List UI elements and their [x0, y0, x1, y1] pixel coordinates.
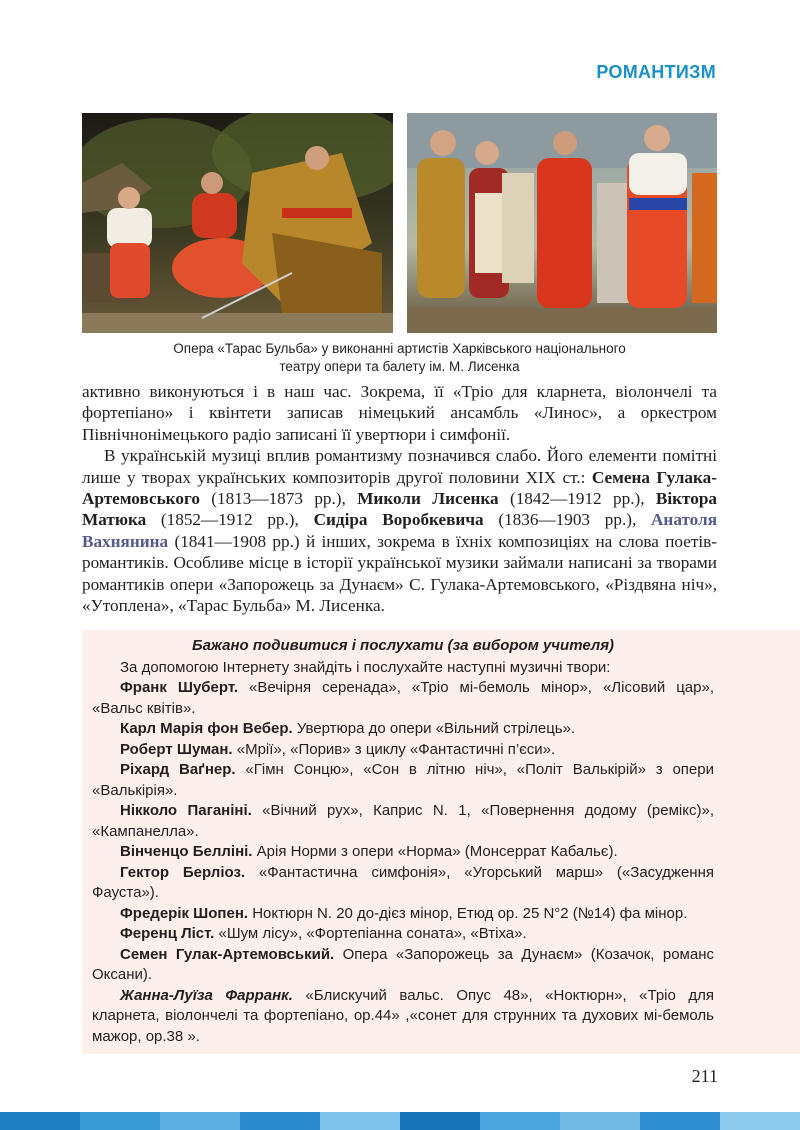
composer-label: Нікколо Паганіні. [120, 802, 252, 819]
composer-name-gulak: Семена Гулака-Артемовського [82, 467, 717, 509]
works-text: «Мрії», «Порив» з циклу «Фантастичні п’єси». [232, 740, 556, 758]
footer-stripe-segment [80, 1112, 160, 1130]
listening-box [82, 630, 800, 1054]
works-text: «Фантастична симфонія», «Угорський марш» («Засудження Фауста»). [92, 863, 714, 901]
listen-item-wagner [92, 760, 714, 801]
footer-stripe-segment [0, 1112, 80, 1130]
caption-line-1: Опера «Тарас Бульба» у виконанні артистів Харківського національного [173, 341, 626, 356]
paragraph-2-text-c: (1842—1912 рр.), [498, 489, 656, 509]
page-number: 211 [691, 1066, 718, 1086]
listen-item-chopin [92, 904, 714, 925]
composer-name-vakhnianyn: Анатоля Вахнянина [82, 510, 717, 551]
works-text: Опера «Запорожець за Дунаєм» (Козачок, романс Оксани). [92, 945, 714, 983]
photo-caption [82, 340, 717, 376]
works-text: «Вічний рух», Каприс N. 1, «Повернення додому (ремікс)», «Кампанелла». [92, 802, 714, 840]
composer-label: Ріхард Ваґнер. [120, 761, 236, 778]
listen-item-liszt [92, 924, 714, 945]
composer-label: Вінченцо Белліні. [120, 843, 253, 860]
listen-item-bellini [92, 842, 714, 863]
composer-label: Жанна-Луїза Фарранк. [120, 986, 293, 1004]
works-text: Арія Норми з опери «Норма» (Монсеррат Кабальє). [252, 843, 618, 860]
main-text [82, 381, 717, 616]
composer-label: Ференц Ліст. [120, 925, 215, 942]
paragraph-2-text-f: (1841—1908 рр.) й інших, зокрема в їхніх композиціях на слова поетів-романтиків. Особливе місце в історії української музики займали написані за творами романтиків опери «Запорожець за Дунаєм» С. Гулака-Артемовського, «Різдвяна ніч», «Утоплена», «Тарас Бульба» М. Лисенка. [82, 531, 717, 616]
listen-item-schumann [92, 740, 714, 761]
works-text: «Вечірня серенада», «Тріо мі-бемоль мінор», «Лісовий цар», «Вальс квітів». [92, 679, 714, 717]
listen-item-farrenc [92, 986, 714, 1048]
composer-label: Карл Марія фон Вебер. [120, 720, 293, 737]
paragraph-2 [82, 445, 717, 616]
paragraph-1: активно виконуються і в наш час. Зокрема, її «Тріо для кларнета, віолончелі та фортепіано» і квінтети записав німецький ансамбль «Линос», а оркестром Північнонімецького радіо записані її увертюри і симфонії. [82, 382, 717, 444]
listen-item-berlioz [92, 863, 714, 904]
composer-label: Роберт Шуман. [120, 740, 233, 758]
works-text: Ноктюрн N. 20 до-дієз мінор, Етюд ор. 25 N°2 (№14) фа мінор. [248, 904, 688, 922]
composer-label: Гектор Берліоз. [120, 863, 246, 881]
footer-stripe-segment [400, 1112, 480, 1130]
composer-name-lysenko: Миколи Лисенка [357, 489, 499, 509]
works-text: Увертюра до опери «Вільний стрілець». [292, 720, 576, 737]
paragraph-2-text-b: (1813—1873 рр.), [199, 489, 358, 509]
footer-stripe-segment [720, 1112, 800, 1130]
composer-label: Семен Гулак-Артемовський. [120, 945, 335, 963]
paragraph-2-text-d: (1852—1912 рр.), [146, 510, 314, 530]
listening-box-title: Бажано подивитися і послухати (за вибором учителя) [191, 637, 615, 654]
works-text: «Блискучий вальс. Опус 48», «Ноктюрн», «Тріо для кларнета, віолончелі та фортепіано, ор.44» ,«сонет для струнних та духових мі-бемоль мажор, ор.38 ». [92, 986, 714, 1045]
paragraph-2-text-e: (1836—1903 рр.), [483, 510, 651, 530]
composer-name-vorobkevych: Сидіра Воробкевича [313, 510, 484, 530]
listen-item-weber [92, 719, 714, 740]
works-text: «Шум лісу», «Фортепіанна соната», «Втіха». [214, 925, 527, 942]
listening-box-intro: За допомогою Інтернету знайдіть і послухайте наступні музичні твори: [120, 658, 611, 676]
opera-photo-right [407, 113, 717, 333]
listen-item-gulak [92, 945, 714, 986]
composer-name-matiuk: Віктора Матюка [82, 489, 717, 530]
caption-line-2: театру опери та балету ім. М. Лисенка [279, 359, 520, 374]
footer-stripe-segment [640, 1112, 720, 1130]
composer-label: Франк Шуберт. [120, 679, 239, 696]
footer-stripe-segment [320, 1112, 400, 1130]
section-title: РОМАНТИЗМ [596, 62, 716, 82]
works-text: «Гімн Сонцю», «Сон в літню ніч», «Політ Валькірій» з опери «Валькірія». [92, 761, 714, 799]
listen-item-paganini [92, 801, 714, 842]
footer-stripe-segment [480, 1112, 560, 1130]
paragraph-2-text-a: В українській музиці вплив романтизму позначився слабо. Його елементи помітні лише у творах українських композиторів другої половини XIX ст.: [82, 446, 717, 487]
footer-stripe-segment [240, 1112, 320, 1130]
footer-decorative-bar [0, 1112, 800, 1130]
listen-item-schubert [92, 678, 714, 719]
footer-stripe-segment [560, 1112, 640, 1130]
footer-stripe-segment [160, 1112, 240, 1130]
composer-label: Фредерік Шопен. [120, 904, 249, 922]
opera-photo-left [82, 113, 393, 333]
